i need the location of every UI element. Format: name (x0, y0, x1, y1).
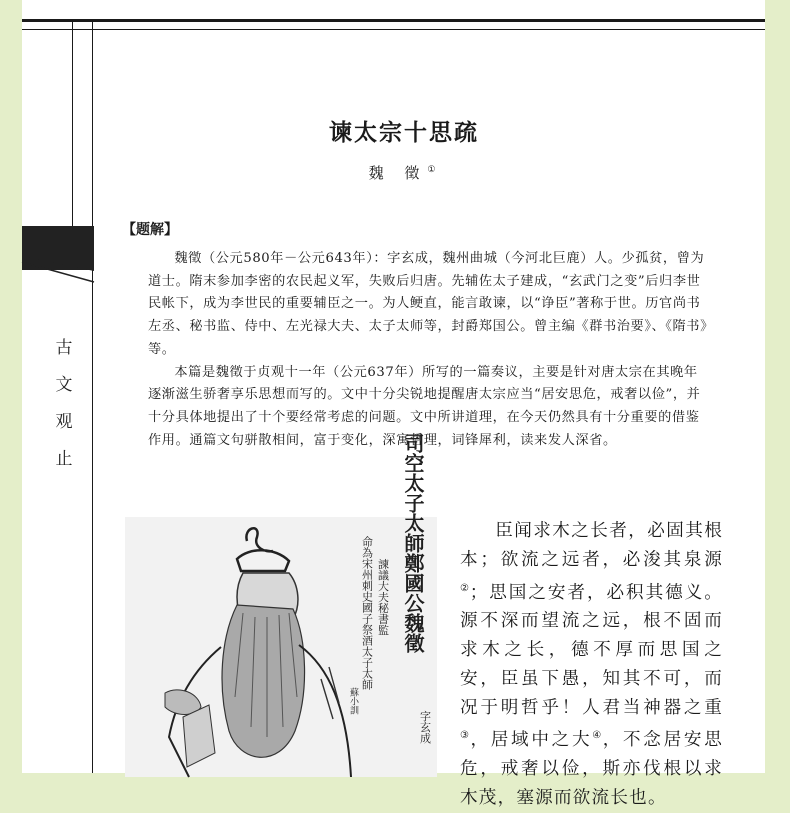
portrait-inscription: 諫議大夫秘書監 (376, 558, 390, 636)
portrait-inscription-tail: 字玄成 (418, 710, 432, 744)
text-segment: ，不念居安思危，戒奢以俭，斯亦伐根以求木茂，塞源而欲流长也。 (460, 730, 723, 808)
intro-text (148, 248, 708, 452)
side-char: 观 (55, 412, 73, 432)
portrait-drawing (125, 433, 437, 777)
author-note-mark: ① (427, 165, 436, 175)
main-paragraph (460, 517, 723, 813)
side-char: 文 (55, 375, 73, 395)
text-segment: ，居域中之大 (470, 730, 593, 751)
text-segment: 臣闻求木之长者，必固其根本；欲流之远者，必浚其泉源 (460, 521, 723, 570)
book-page (22, 0, 765, 808)
side-book-title (52, 330, 76, 478)
side-char: 古 (55, 338, 73, 358)
margin-decor-diagonal (22, 226, 94, 336)
portrait-illustration (125, 433, 437, 777)
margin-rule-outer (72, 22, 73, 232)
note-mark: ③ (460, 730, 471, 742)
page-title: 谏太宗十思疏 (329, 119, 479, 146)
top-rule-thin (22, 29, 765, 30)
side-char: 止 (55, 449, 73, 469)
author-name: 魏 徵 (368, 164, 428, 182)
intro-paragraph: 魏徵（公元580年－公元643年）：字玄成，魏州曲城（今河北巨鹿）人。少孤贫，曾为道士。隋末参加李密的农民起义军，失败后归唐。先辅佐太子建成，“玄武门之变”后归李世民帐下，成为李世民的重要辅臣之一。为人鲠直，能言敢谏，以“诤臣”著称于世。历官尚书左丞、秘书监、侍中、左光禄大夫、太子太师等，封爵郑国公。曾主编《群书治要》、《隋书》等。 (148, 251, 708, 357)
portrait-seal: 蘇小訓 (348, 687, 358, 715)
note-mark: ④ (592, 730, 603, 742)
portrait-inscription: 命為宋州刺史國子祭酒太子太師 (360, 536, 374, 690)
main-text (460, 517, 723, 813)
portrait-heading: 司空太子太師鄭國公魏徵 (401, 433, 425, 653)
margin-rule-inner (92, 22, 93, 773)
text-segment: ；思国之安者，必积其德义。源不深而望流之远，根不固而求木之长，德不厚而思国之安，臣虽下愚，知其不可，而况于明哲乎！人君当神器之重 (460, 582, 723, 718)
intro-paragraph: 本篇是魏徵于贞观十一年（公元637年）所写的一篇奏议，主要是针对唐太宗在其晚年逐渐滋生骄奢享乐思想而写的。文中十分尖锐地提醒唐太宗应当“居安思危，戒奢以俭”，并十分具体地提出了十个要经常考虑的问题。文中所讲道理，在今天仍然具有十分重要的借鉴作用。通篇文句骈散相间，富于变化，深寓哲理，词锋犀利，读来发人深省。 (148, 364, 701, 448)
note-mark: ② (460, 582, 470, 594)
author-line (352, 162, 452, 183)
intro-label: 【题解】 (122, 222, 178, 238)
top-rule-thick (22, 19, 765, 22)
